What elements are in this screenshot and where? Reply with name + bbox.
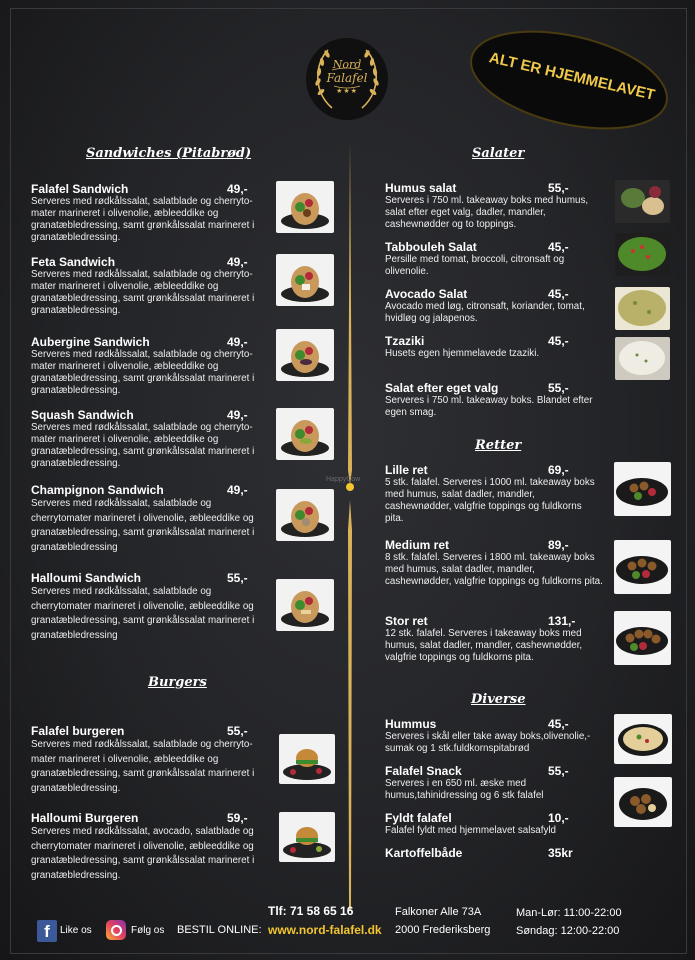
item-name: Falafel Sandwich <box>31 182 129 196</box>
item-name: Feta Sandwich <box>31 255 116 269</box>
halloumi-burger-photo <box>279 812 335 862</box>
menu-item-halloumi-sandwich <box>31 571 275 647</box>
item-name: Salat efter eget valg <box>385 381 499 395</box>
item-description: Serveres med rødkålssalat, avocado, salatblade og cherrytomater marineret i olivenolie, æbleeddike og granatæbledressing, samt grønkålssalat marineret i granatæbledressing. <box>31 826 255 881</box>
menu-item-falafel-burger <box>31 724 275 800</box>
tabbouleh-salat-photo <box>615 233 670 276</box>
halloumi-sandwich-photo <box>276 579 334 631</box>
item-name: Tabbouleh Salat <box>385 240 477 254</box>
item-price: 89,- <box>548 538 569 552</box>
squash-sandwich-photo <box>276 408 334 460</box>
facebook-icon[interactable]: f <box>37 920 57 942</box>
item-price: 35kr <box>548 846 573 860</box>
aubergine-sandwich-photo <box>276 329 334 381</box>
item-price: 49,- <box>227 408 248 422</box>
item-description: 5 stk. falafel. Serveres i 1000 ml. takeaway boks med humus, salat dadler, mandler, cashewnødder, valgfrie toppings og fuldkorns pita. <box>385 477 595 524</box>
menu-item-falafel-snack <box>385 764 611 804</box>
item-description: Serveres med rødkålssalat, salatblade og cherryto-mater marineret i olivenolie, æbleeddike og granatæbledressing, samt grønkålssalat marineret i granatæbledressing. <box>31 196 255 243</box>
item-price: 45,- <box>548 287 569 301</box>
item-description: 8 stk. falafel. Serveres i 1800 ml. takeaway boks med humus, salat dadler, mandler, cashewnødder, valgfrie toppings og fuldkorns pita. <box>385 552 603 587</box>
item-description: Serveres i en 650 ml. æske med humus,tahinidressing og 6 stk falafel <box>385 778 544 801</box>
menu-item-tzaziki <box>385 334 611 364</box>
item-price: 45,- <box>548 240 569 254</box>
falafel-burger-photo <box>279 734 335 784</box>
item-name: Falafel burgeren <box>31 724 125 738</box>
item-description: Avocado med løg, citronsaft, koriander, tomat, hvidløg og jalapenos. <box>385 301 585 324</box>
item-name: Champignon Sandwich <box>31 483 164 497</box>
item-name: Halloumi Sandwich <box>31 571 142 585</box>
section-title-diverse: Diverse <box>471 692 526 707</box>
item-description: Serveres med rødkålssalat, salatblade og cherryto-mater marineret i olivenolie, æbleeddike og granatæbledressing, samt grønkålssalat marineret i granatæbledressing. <box>31 739 255 794</box>
item-price: 55,- <box>548 381 569 395</box>
item-description: Falafel fyldt med hjemmelavet salsafyld <box>385 825 556 836</box>
stor-ret-photo <box>614 611 671 665</box>
address-street: Falkoner Alle 73A <box>395 906 482 918</box>
falafel-snack-photo <box>614 777 672 827</box>
menu-item-fyldt-falafel <box>385 811 611 841</box>
champignon-sandwich-photo <box>276 489 334 541</box>
item-price: 45,- <box>548 717 569 731</box>
feta-sandwich-photo <box>276 254 334 306</box>
item-description: 12 stk. falafel. Serveres i takeaway boks med humus, salat dadler, mandler, cashewnødder, valgfrie toppings og fuldkorns pita. <box>385 628 583 663</box>
item-description: Serveres med rødkålssalat, salatblade og cherrytomater marineret i olivenolie, æbleeddike og granatæbledressing, samt grønkålssalat marineret i granatæbledressing <box>31 498 255 553</box>
nord-falafel-logo <box>304 36 390 122</box>
item-name: Stor ret <box>385 614 428 628</box>
item-price: 69,- <box>548 463 569 477</box>
item-price: 55,- <box>548 764 569 778</box>
menu-item-hummus <box>385 717 611 757</box>
address-city: 2000 Frederiksberg <box>395 924 491 936</box>
item-price: 45,- <box>548 334 569 348</box>
instagram-icon[interactable] <box>106 920 126 940</box>
section-title-retter: Retter <box>475 438 522 453</box>
avocado-salat-photo <box>615 287 670 330</box>
item-description: Husets egen hjemmelavede tzaziki. <box>385 348 540 359</box>
hummus-photo <box>614 714 672 764</box>
facebook-like-label[interactable]: Like os <box>60 925 92 936</box>
item-name: Tzaziki <box>385 334 425 348</box>
item-name: Kartoffelbåde <box>385 846 463 860</box>
item-name: Fyldt falafel <box>385 811 452 825</box>
menu-item-lille-ret <box>385 463 611 527</box>
menu-item-avocado-salat <box>385 287 611 327</box>
item-name: Medium ret <box>385 538 450 552</box>
section-title-burgers: Burgers <box>148 675 207 690</box>
item-price: 49,- <box>227 335 248 349</box>
lille-ret-photo <box>614 462 671 516</box>
item-price: 49,- <box>227 483 248 497</box>
humus-salat-photo <box>615 180 670 223</box>
item-description: Serveres med rødkålssalat, salatblade og cherrytomater marineret i olivenolie, æbleeddike og granatæbledressing, samt grønkålssalat marineret i granatæbledressing <box>31 586 255 641</box>
section-title-salater: Salater <box>472 146 525 161</box>
medium-ret-photo <box>614 540 671 594</box>
menu-item-feta-sandwich <box>31 255 275 319</box>
item-price: 59,- <box>227 811 248 825</box>
menu-item-squash-sandwich <box>31 408 275 472</box>
item-name: Falafel Snack <box>385 764 462 778</box>
item-price: 49,- <box>227 182 248 196</box>
opening-hours-weekdays: Man-Lør: 11:00-22:00 <box>516 907 622 919</box>
opening-hours-sunday: Søndag: 12:00-22:00 <box>516 925 620 937</box>
instagram-follow-label[interactable]: Følg os <box>131 925 165 936</box>
menu-item-kartoffelbaade <box>385 846 611 862</box>
menu-item-champignon-sandwich <box>31 483 275 559</box>
item-name: Squash Sandwich <box>31 408 134 422</box>
menu-item-tabbouleh-salat <box>385 240 611 280</box>
item-description: Serveres i 750 ml. takeaway boks med humus, salat efter eget valg, dadler, mandler, cashewnødder og to toppings. <box>385 195 589 230</box>
item-price: 10,- <box>548 811 569 825</box>
menu-item-medium-ret <box>385 538 611 602</box>
menu-item-salat-efter-eget-valg <box>385 381 611 421</box>
menu-item-falafel-sandwich <box>31 182 275 246</box>
item-price: 131,- <box>548 614 576 628</box>
homemade-badge-text: ALT ER HJEMMELAVET <box>487 49 657 104</box>
section-title-sandwiches: Sandwiches (Pitabrød) <box>86 146 252 161</box>
item-price: 55,- <box>548 181 569 195</box>
phone-number[interactable]: Tlf: 71 58 65 16 <box>268 904 354 918</box>
item-name: Hummus <box>385 717 437 731</box>
item-name: Avocado Salat <box>385 287 468 301</box>
item-description: Serveres med rødkålssalat, salatblade og cherryto-mater marineret i olivenolie, æbleeddike og granatæbledressing, samt grønkålssalat marineret i granatæbledressing. <box>31 269 255 316</box>
logo-stars: ★★★ <box>336 88 358 95</box>
tzaziki-photo <box>615 337 670 380</box>
item-description: Serveres med rødkålssalat, salatblade og cherryto-mater marineret i olivenolie, æbleeddike og granatæbledressing, samt grønkålssalat marineret i granatæbledressing. <box>31 349 255 396</box>
item-name: Humus salat <box>385 181 457 195</box>
item-price: 55,- <box>227 724 248 738</box>
menu-item-humus-salat <box>385 181 611 231</box>
menu-item-stor-ret <box>385 614 611 678</box>
logo-text-falafel: Falafel <box>326 71 368 85</box>
order-online-label: BESTIL ONLINE: <box>177 924 262 936</box>
item-price: 49,- <box>227 255 248 269</box>
menu-item-aubergine-sandwich <box>31 335 275 399</box>
happycow-watermark: HappyCow <box>326 476 361 483</box>
item-description: Persille med tomat, broccoli, citronsaft og olivenolie. <box>385 254 565 277</box>
item-name: Lille ret <box>385 463 428 477</box>
menu-item-halloumi-burger <box>31 811 275 887</box>
logo-text-nord: Nord <box>332 58 362 71</box>
item-description: Serveres i 750 ml. takeaway boks. Blandet efter egen smag. <box>385 395 593 418</box>
item-name: Aubergine Sandwich <box>31 335 150 349</box>
falafel-sandwich-photo <box>276 181 334 233</box>
website-link[interactable]: www.nord-falafel.dk <box>268 923 382 937</box>
item-description: Serveres med rødkålssalat, salatblade og cherryto-mater marineret i olivenolie, æbleeddike og granatæbledressing, samt grønkålssalat marineret i granatæbledressing. <box>31 422 255 469</box>
item-description: Serveres i skål eller take away boks,olivenolie,-sumak og 1 stk.fuldkornspitabrød <box>385 731 591 754</box>
center-divider <box>345 140 355 910</box>
item-name: Halloumi Burgeren <box>31 811 139 825</box>
homemade-badge <box>465 30 673 130</box>
item-price: 55,- <box>227 571 248 585</box>
